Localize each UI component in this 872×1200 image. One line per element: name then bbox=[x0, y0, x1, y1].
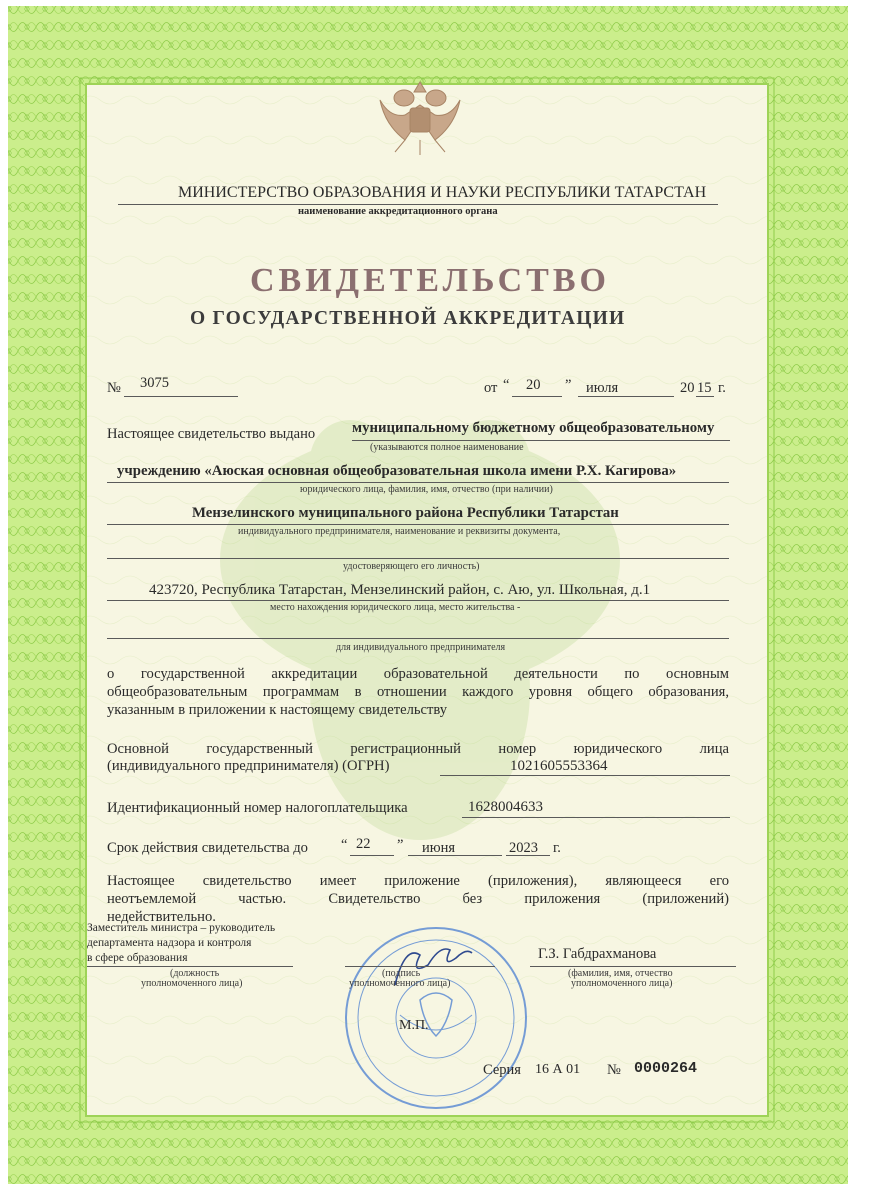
caption-location: место нахождения юридического лица, место жительства - bbox=[270, 602, 521, 613]
ogrn-value: 1021605553364 bbox=[510, 758, 608, 774]
valid-quote-close: ” bbox=[397, 837, 404, 853]
valid-year: 2023 bbox=[509, 840, 538, 856]
issued-to-label: Настоящее свидетельство выдано bbox=[107, 426, 316, 442]
quote-close: ” bbox=[565, 377, 572, 393]
quote-open: “ bbox=[503, 377, 510, 393]
number-label: № bbox=[107, 380, 121, 396]
caption-entrepreneur-2: для индивидуального предпринимателя bbox=[336, 642, 506, 653]
valid-quote-open: “ bbox=[341, 837, 348, 853]
series-number: 0000264 bbox=[634, 1060, 698, 1077]
caption-full-name: (указываются полное наименование bbox=[370, 442, 524, 453]
year-unit: г. bbox=[718, 380, 726, 396]
validity-label: Срок действия свидетельства до bbox=[107, 840, 308, 856]
caption-identity: удостоверяющего его личность) bbox=[343, 561, 480, 572]
seal-place-label: М.П. bbox=[399, 1018, 429, 1033]
ministry-name: МИНИСТЕРСТВО ОБРАЗОВАНИЯ И НАУКИ РЕСПУБЛИКИ ТАТАРСТАН bbox=[178, 184, 707, 201]
ogrn-label-line-1: Основной государственный регистрационный номер юридического лица bbox=[107, 741, 729, 757]
purpose-line-1: о государственной аккредитации образовательной деятельности по основным bbox=[107, 666, 729, 682]
issue-month: июля bbox=[586, 380, 619, 396]
caption-position: (должность bbox=[170, 968, 220, 979]
purpose-line-3: указанным в приложении к настоящему свидетельству bbox=[107, 702, 448, 718]
series-label: Серия bbox=[483, 1062, 521, 1078]
series-value: 16 А 01 bbox=[535, 1062, 581, 1077]
organization-line-1: муниципальному бюджетному общеобразовательному bbox=[352, 420, 715, 436]
issue-day: 20 bbox=[526, 377, 541, 393]
valid-day: 22 bbox=[356, 836, 371, 852]
document-subtitle: О ГОСУДАРСТВЕННОЙ АККРЕДИТАЦИИ bbox=[190, 308, 626, 329]
certificate-number: 3075 bbox=[140, 375, 169, 391]
ministry-caption: наименование аккредитационного органа bbox=[298, 206, 498, 217]
valid-year-unit: г. bbox=[553, 840, 561, 856]
inn-value: 1628004633 bbox=[468, 799, 543, 815]
caption-position-2: уполномоченного лица) bbox=[141, 978, 243, 989]
organization-line-3: Мензелинского муниципального района Республики Татарстан bbox=[192, 505, 619, 521]
inn-label: Идентификационный номер налогоплательщика bbox=[107, 800, 408, 816]
appendix-line-2: неотъемлемой частью. Свидетельство без приложения (приложений) bbox=[107, 891, 729, 907]
appendix-line-1: Настоящее свидетельство имеет приложение (приложения), являющееся его bbox=[107, 873, 729, 889]
signer-position-2: департамента надзора и контроля bbox=[87, 937, 252, 949]
issue-year-prefix: 20 bbox=[680, 380, 695, 396]
appendix-line-3: недействительно. bbox=[107, 909, 216, 925]
series-number-label: № bbox=[607, 1062, 621, 1078]
caption-signature-2: уполномоченного лица) bbox=[349, 978, 451, 989]
signer-position-3: в сфере образования bbox=[87, 952, 188, 964]
caption-name: (фамилия, имя, отчество bbox=[568, 968, 673, 979]
valid-month: июня bbox=[422, 840, 456, 856]
caption-entrepreneur: индивидуального предпринимателя, наименование и реквизиты документа, bbox=[238, 526, 561, 537]
purpose-line-2: общеобразовательным программам в отношении каждого уровня общего образования, bbox=[107, 684, 729, 700]
caption-signature: (подпись bbox=[382, 968, 421, 979]
signer-name: Г.З. Габдрахманова bbox=[538, 946, 657, 962]
issue-year-suffix: 15 bbox=[697, 380, 712, 396]
date-from-label: от bbox=[484, 380, 498, 396]
organization-address: 423720, Республика Татарстан, Мензелинский район, с. Аю, ул. Школьная, д.1 bbox=[149, 582, 651, 598]
caption-legal-entity: юридического лица, фамилия, имя, отчество (при наличии) bbox=[300, 484, 553, 495]
ogrn-label: (индивидуального предпринимателя) (ОГРН) bbox=[107, 758, 390, 774]
signer-position-1: Заместитель министра – руководитель bbox=[87, 922, 276, 934]
caption-name-2: уполномоченного лица) bbox=[571, 978, 673, 989]
document-title: СВИДЕТЕЛЬСТВО bbox=[250, 262, 610, 299]
organization-line-2: учреждению «Аюская основная общеобразовательная школа имени Р.Х. Кагирова» bbox=[117, 463, 677, 479]
